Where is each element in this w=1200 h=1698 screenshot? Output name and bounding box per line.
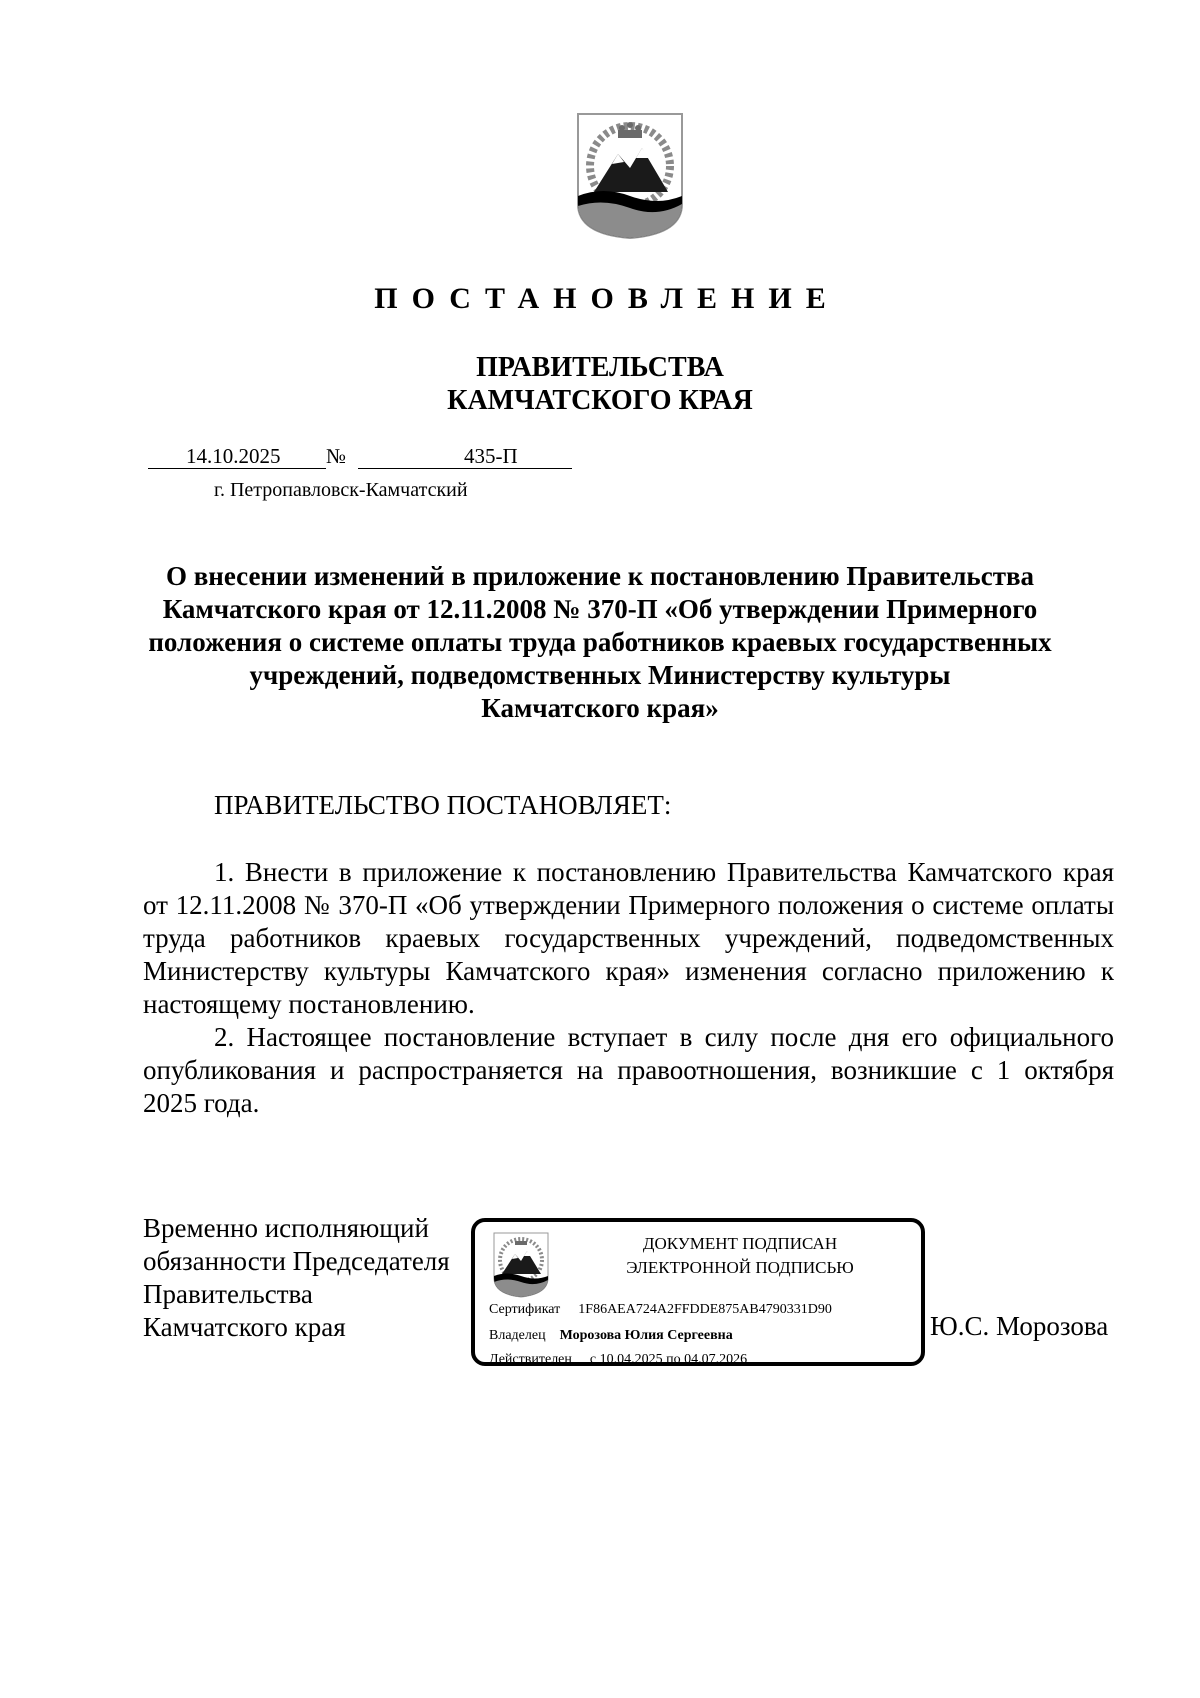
- number-underline: [358, 468, 572, 469]
- signer-position-line: Правительства: [143, 1279, 313, 1309]
- issuer-line-1: ПРАВИТЕЛЬСТВА: [476, 352, 724, 383]
- signer-position-line: Камчатского края: [143, 1312, 346, 1342]
- title-line: О внесении изменений в приложение к постановлению Правительства: [165, 561, 1035, 591]
- stamp-validity-row: [489, 1352, 747, 1368]
- owner-label: Владелец: [489, 1328, 546, 1343]
- resolves-heading: ПРАВИТЕЛЬСТВО ПОСТАНОВЛЯЕТ:: [214, 790, 672, 820]
- signer-position-line: Временно исполняющий: [143, 1213, 429, 1243]
- title-line: положения о системе оплаты труда работников краевых государственных: [148, 627, 1052, 657]
- issuer-line-2: КАМЧАТСКОГО КРАЯ: [447, 385, 753, 416]
- stamp-heading-line-2: ЭЛЕКТРОННОЙ ПОДПИСЬЮ: [626, 1258, 854, 1277]
- electronic-signature-stamp: [471, 1218, 925, 1366]
- stamp-heading-line-1: ДОКУМЕНТ ПОДПИСАН: [642, 1234, 838, 1253]
- paragraph-1: 1. Внести в приложение к постановлению Правительства Камчатского края от 12.11.2008 № 370-П «Об утверждении Примерного положения о системе оплаты труда работников краевых государственных учреждений, подведомственных Министерству культуры Камчатского края» изменения согласно приложению к настоящему постановлению.: [143, 857, 1114, 1019]
- document-body: [143, 856, 1114, 1120]
- document-date: 14.10.2025: [186, 444, 281, 468]
- title-line: Камчатского края от 12.11.2008 № 370-П «Об утверждении Примерного: [162, 594, 1038, 624]
- coat-of-arms-icon: [576, 112, 684, 240]
- stamp-owner-row: [489, 1328, 733, 1344]
- certificate-value: 1F86AEA724A2FFDDE875AB4790331D90: [578, 1302, 832, 1317]
- city: г. Петропавловск-Камчатский: [214, 479, 468, 501]
- title-line: учреждений, подведомственных Министерству культуры: [249, 660, 951, 690]
- date-number-line: [148, 444, 572, 470]
- owner-value: Морозова Юлия Сергеевна: [559, 1328, 733, 1343]
- valid-value: с 10.04.2025 по 04.07.2026: [589, 1352, 748, 1367]
- document-number: 435-П: [464, 444, 518, 468]
- date-underline: [148, 468, 326, 469]
- document-type: ПОСТАНОВЛЕНИЕ: [374, 282, 840, 315]
- title-line: Камчатского края»: [481, 693, 719, 723]
- paragraph-2: 2. Настоящее постановление вступает в силу после дня его официального опубликования и распространяется на правоотношения, возникшие с 1 октября 2025 года.: [143, 1022, 1114, 1118]
- signer-position: [143, 1212, 450, 1344]
- stamp-coat-of-arms-icon: [493, 1232, 549, 1298]
- document-title: [130, 560, 1070, 725]
- stamp-certificate-row: [489, 1302, 832, 1318]
- valid-label: Действителен: [489, 1352, 572, 1367]
- certificate-label: Сертификат: [489, 1302, 561, 1317]
- signer-name: Ю.С. Морозова: [930, 1311, 1109, 1341]
- number-sign: №: [326, 444, 347, 468]
- signer-position-line: обязанности Председателя: [143, 1246, 450, 1276]
